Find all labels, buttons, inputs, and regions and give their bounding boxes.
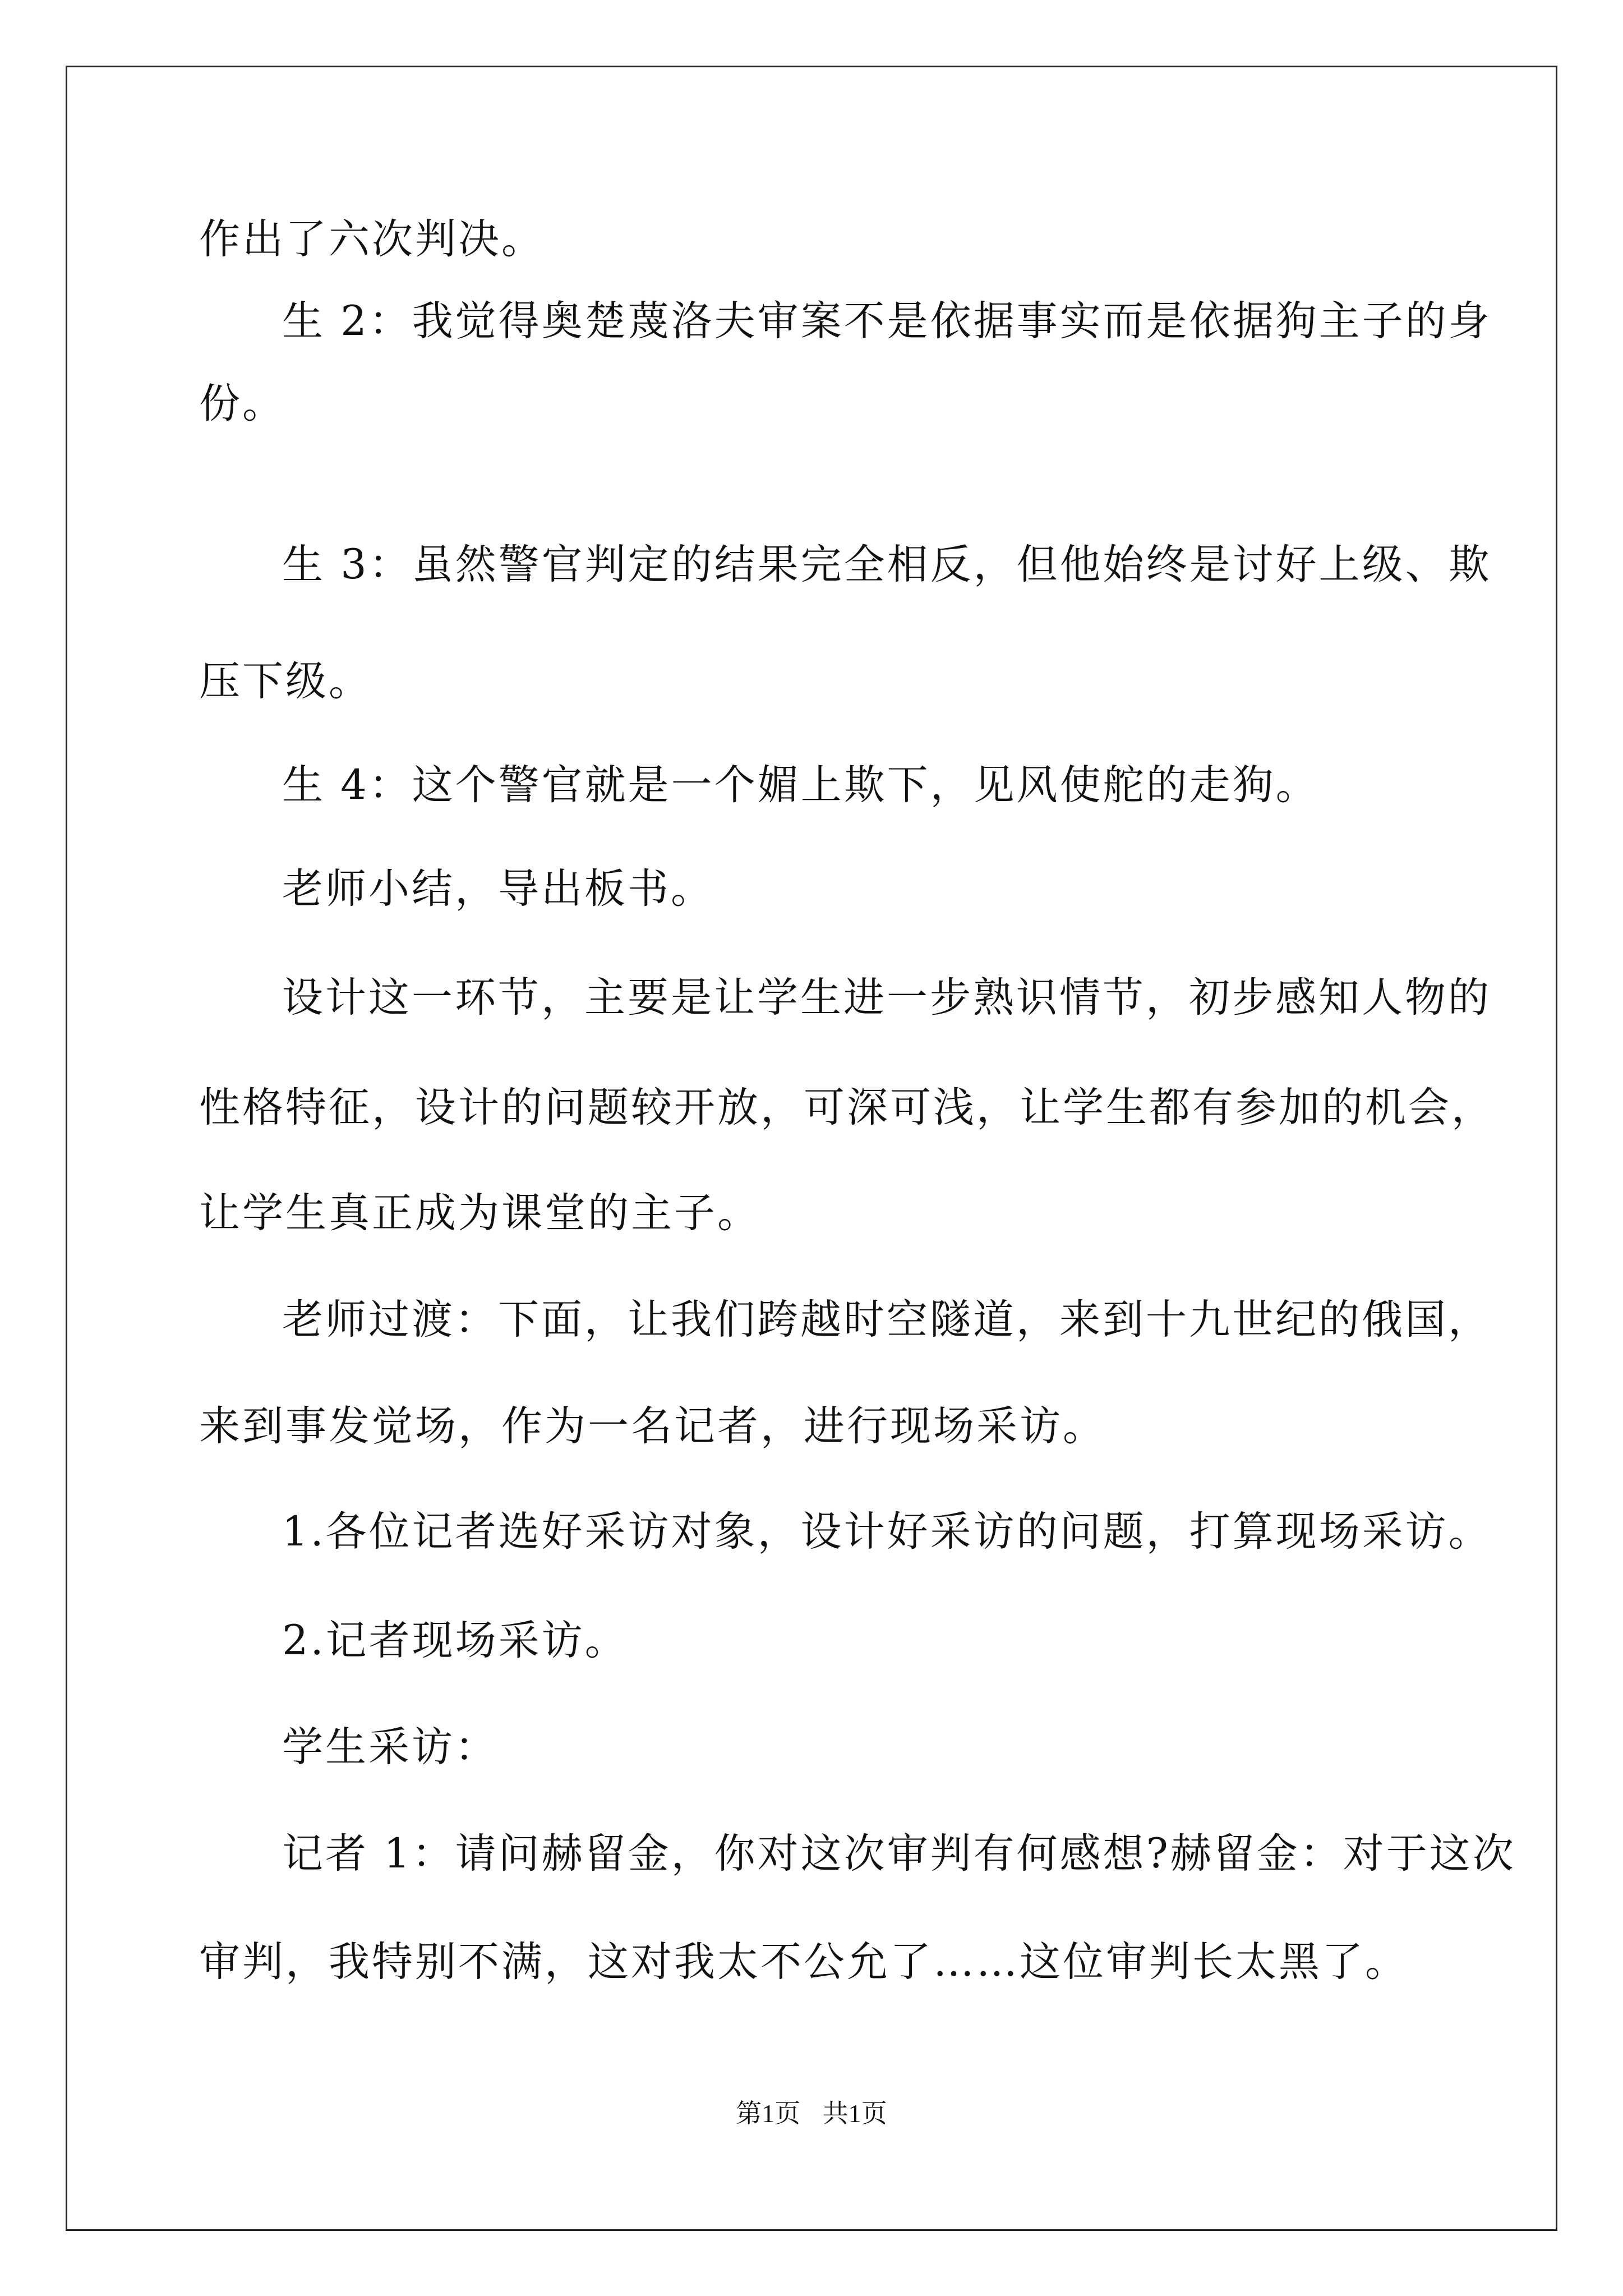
paragraph-line: 2.记者现场采访。 (282, 1617, 628, 1664)
paragraph-line: 压下级。 (199, 657, 372, 705)
paragraph-line: 生 2：我觉得奥楚蔑洛夫审案不是依据事实而是依据狗主子的身 (282, 297, 1492, 345)
page-footer (0, 2097, 1623, 2131)
paragraph-line: 生 4：这个警官就是一个媚上欺下，见风使舵的走狗。 (282, 761, 1319, 809)
paragraph-line: 记者 1：请问赫留金，你对这次审判有何感想?赫留金：对于这次 (282, 1830, 1516, 1878)
paragraph-line: 让学生真正成为课堂的主子。 (199, 1189, 760, 1237)
paragraph-line: 学生采访： (282, 1723, 498, 1771)
paragraph-line: 1.各位记者选好采访对象，设计好采访的问题，打算现场采访。 (282, 1508, 1492, 1556)
paragraph-line: 来到事发觉场，作为一名记者，进行现场采访。 (199, 1402, 1106, 1450)
paragraph-line: 作出了六次判决。 (199, 215, 545, 263)
paragraph-line: 设计这一环节，主要是让学生进一步熟识情节，初步感知人物的 (282, 974, 1491, 1022)
paragraph-line: 老师小结，导出板书。 (282, 865, 714, 913)
page-border (66, 66, 1557, 2231)
paragraph-line: 份。 (199, 380, 285, 427)
paragraph-line: 审判，我特别不满，这对我太不公允了……这位审判长太黑了。 (199, 1938, 1408, 1986)
paragraph-line: 老师过渡：下面，让我们跨越时空隧道，来到十九世纪的俄国， (282, 1296, 1491, 1343)
page-number: 第1页 (736, 2099, 801, 2128)
paragraph-line: 性格特征，设计的问题较开放，可深可浅，让学生都有参加的机会， (199, 1084, 1495, 1131)
page-total: 共1页 (822, 2099, 887, 2128)
paragraph-line: 生 3：虽然警官判定的结果完全相反，但他始终是讨好上级、欺 (282, 541, 1492, 588)
